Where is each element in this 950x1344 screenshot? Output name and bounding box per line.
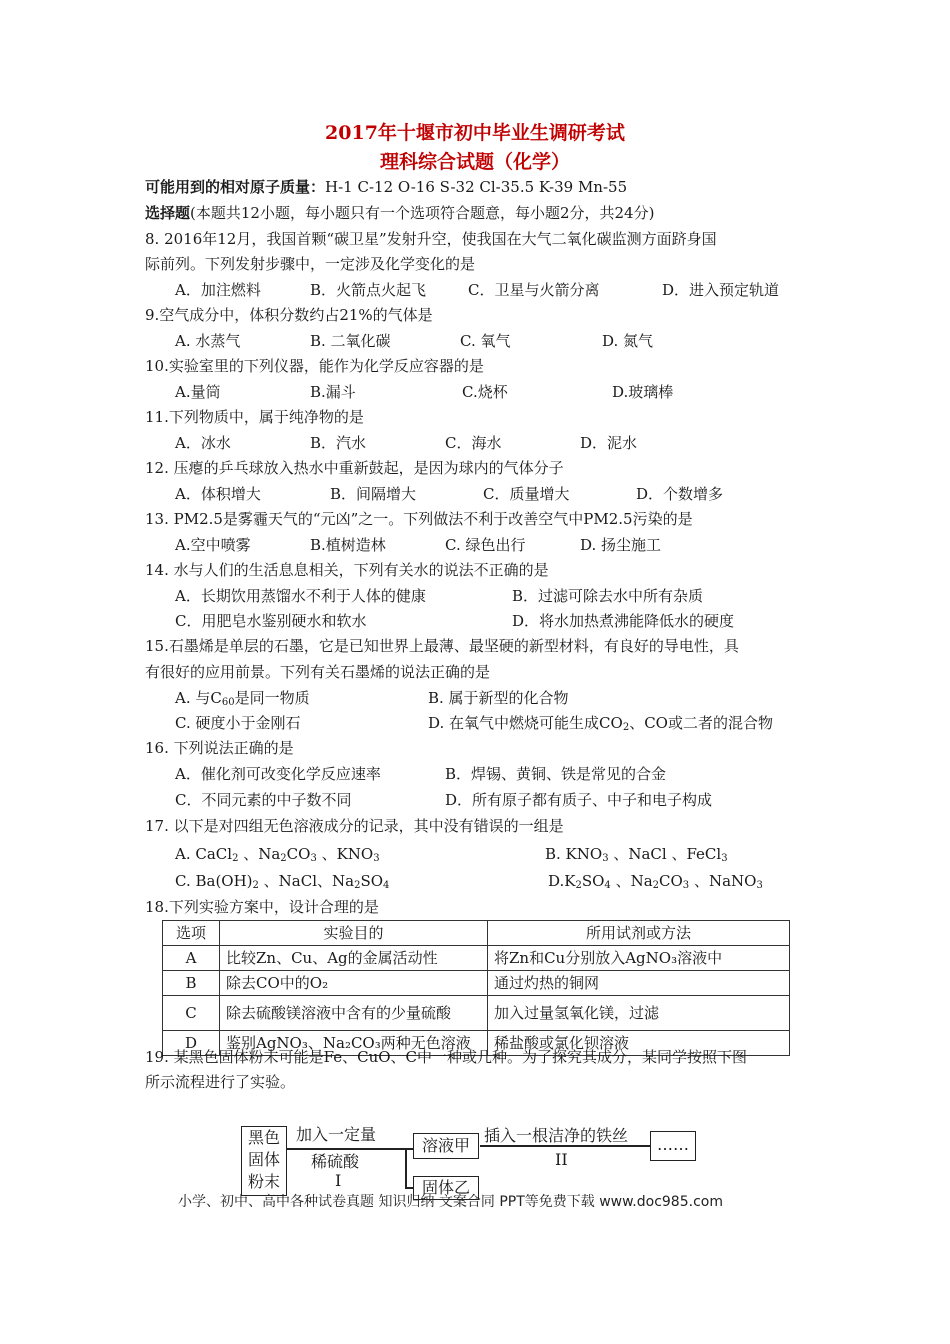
q12-option-d: D．个数增多: [636, 485, 724, 503]
q13-option-b: B.植树造林: [310, 536, 386, 554]
q16-option-b: B．焊锡、黄铜、铁是常见的合金: [445, 765, 667, 783]
q9-option-b: B. 二氧化碳: [310, 332, 391, 350]
q10-option-a: A.量筒: [175, 383, 221, 401]
q11-option-d: D．泥水: [580, 434, 638, 452]
table-cell: 鉴别AgNO₃、Na₂CO₃两种无色溶液: [220, 1031, 488, 1056]
table-cell: 将Zn和Cu分别放入AgNO₃溶液中: [488, 946, 790, 971]
flow-step1-top: 加入一定量: [296, 1125, 377, 1144]
section-heading: [145, 202, 654, 224]
q9-option-a: A. 水蒸气: [175, 332, 241, 350]
q12-stem: 12. 压瘪的乒乓球放入热水中重新鼓起，是因为球内的气体分子: [145, 459, 564, 477]
q13-option-c: C. 绿色出行: [445, 536, 526, 554]
q17-option-c: C. $Ba(OH)_2$ 、NaCl、$Na_2SO_4$: [175, 872, 390, 891]
q9-stem: 9.空气成分中，体积分数约占21%的气体是: [145, 306, 433, 324]
q12-option-a: A．体积增大: [175, 485, 261, 503]
q12-option-b: B．间隔增大: [330, 485, 417, 503]
flow-step2-num: II: [555, 1150, 568, 1169]
table-cell: 除去CO中的O₂: [220, 971, 488, 996]
table-header: 所用试剂或方法: [488, 921, 790, 946]
q8-option-d: D．进入预定轨道: [662, 281, 780, 299]
table-header: 实验目的: [220, 921, 488, 946]
q10-option-b: B.漏斗: [310, 383, 356, 401]
q9-option-d: D. 氮气: [602, 332, 654, 350]
page-subtitle: 理科综合试题（化学）: [379, 151, 570, 173]
table-header-row: [163, 921, 790, 946]
q14-option-a: A．长期饮用蒸馏水不利于人体的健康: [175, 587, 426, 605]
q8-stem-2: 际前列。下列发射步骤中，一定涉及化学变化的是: [145, 255, 476, 273]
table-cell: 除去硫酸镁溶液中含有的少量硫酸: [220, 996, 488, 1031]
q11-stem: 11.下列物质中，属于纯净物的是: [145, 408, 364, 426]
q15-option-b: B. 属于新型的化合物: [428, 689, 569, 707]
q15-option-d: D. 在氧气中燃烧可能生成$CO_2$、CO或二者的混合物: [428, 714, 773, 733]
section-note: (本题共12小题，每小题只有一个选项符合题意，每小题2分，共24分): [190, 204, 655, 222]
table-row: [163, 996, 790, 1031]
q8-option-c: C．卫星与火箭分离: [468, 281, 600, 299]
table-cell: A: [163, 946, 220, 971]
atomic-mass-line: [145, 176, 627, 198]
flow-solution-box: 溶液甲: [413, 1133, 479, 1159]
q8-option-a: A．加注燃料: [175, 281, 261, 299]
footer-text: 小学、初中、高中各种试卷真题 知识归纳 文案合同 PPT等免费下载 www.doc985.com: [178, 1194, 723, 1210]
q19-stem-1: 19. 某黑色固体粉末可能是Fe、CuO、C中一种或几种。为了探究其成分，某同学按照下图: [145, 1048, 748, 1066]
q10-option-c: C.烧杯: [462, 383, 508, 401]
q16-option-a: A．催化剂可改变化学反应速率: [175, 765, 381, 783]
q13-option-d: D. 扬尘施工: [580, 536, 662, 554]
q8-stem-1: 8. 2016年12月，我国首颗“碳卫星”发射升空，使我国在大气二氧化碳监测方面跻身国: [145, 230, 717, 248]
q15-stem-2: 有很好的应用前景。下列有关石墨烯的说法正确的是: [145, 663, 491, 681]
table-cell: D: [163, 1031, 220, 1056]
q19-stem-2: 所示流程进行了实验。: [145, 1073, 296, 1091]
q10-option-d: D.玻璃棒: [612, 383, 674, 401]
q15-option-c: C. 硬度小于金刚石: [175, 714, 301, 732]
q17-option-a: A. CaCl$_2$ 、$Na_2CO_3$ 、$KNO_3$: [175, 845, 380, 864]
atomic-mass-values: H-1 C-12 O-16 S-32 Cl-35.5 K-39 Mn-55: [325, 178, 628, 196]
table-cell: 通过灼热的铜网: [488, 971, 790, 996]
flow-step2: 插入一根洁净的铁丝: [484, 1126, 629, 1145]
q11-option-b: B．汽水: [310, 434, 367, 452]
table-row: [163, 946, 790, 971]
section-label: 选择题: [145, 204, 191, 222]
q16-option-d: D．所有原子都有质子、中子和电子构成: [445, 791, 713, 809]
flow-start-box: 黑色 固体 粉末: [241, 1126, 287, 1196]
table-cell: 稀盐酸或氯化钡溶液: [488, 1031, 790, 1056]
page-title: 2017年十堰市初中毕业生调研考试: [325, 122, 625, 144]
q12-option-c: C．质量增大: [483, 485, 570, 503]
flow-step1-num: I: [335, 1171, 342, 1190]
table-header: 选项: [163, 921, 220, 946]
q18-stem: 18.下列实验方案中，设计合理的是: [145, 898, 379, 916]
q8-option-b: B．火箭点火起飞: [310, 281, 427, 299]
q11-option-a: A．冰水: [175, 434, 231, 452]
q14-option-c: C．用肥皂水鉴别硬水和软水: [175, 612, 367, 630]
q13-option-a: A.空中喷雾: [175, 536, 251, 554]
q15-stem-1: 15.石墨烯是单层的石墨，它是已知世界上最薄、最坚硬的新型材料，有良好的导电性，具: [145, 637, 739, 655]
q16-option-c: C．不同元素的中子数不同: [175, 791, 352, 809]
flow-step1-bottom: 稀硫酸: [311, 1152, 360, 1171]
q18-table: [162, 920, 790, 1056]
q14-stem: 14. 水与人们的生活息息相关，下列有关水的说法不正确的是: [145, 561, 549, 579]
table-row: [163, 971, 790, 996]
q15-option-a: A. 与$C_{60}$是同一物质: [175, 689, 310, 708]
q14-option-b: B．过滤可除去水中所有杂质: [512, 587, 704, 605]
table-cell: B: [163, 971, 220, 996]
q13-stem: 13. PM2.5是雾霾天气的“元凶”之一。下列做法不利于改善空气中PM2.5污染的是: [145, 510, 693, 528]
q17-stem: 17. 以下是对四组无色溶液成分的记录，其中没有错误的一组是: [145, 817, 564, 835]
table-cell: C: [163, 996, 220, 1031]
q17-option-b: B. $KNO_3$ 、NaCl 、FeCl$_3$: [545, 845, 728, 864]
q11-option-c: C．海水: [445, 434, 502, 452]
table-cell: 比较Zn、Cu、Ag的金属活动性: [220, 946, 488, 971]
q10-stem: 10.实验室里的下列仪器，能作为化学反应容器的是: [145, 357, 484, 375]
atomic-mass-label: 可能用到的相对原子质量：: [145, 178, 326, 196]
flow-solid-box: 固体乙: [413, 1176, 479, 1200]
table-cell: 加入过量氢氧化镁，过滤: [488, 996, 790, 1031]
q9-option-c: C. 氧气: [460, 332, 511, 350]
flow-end-box: ……: [650, 1131, 696, 1161]
q14-option-d: D．将水加热煮沸能降低水的硬度: [512, 612, 735, 630]
q17-option-d: $D.K_2SO_4$ 、$Na_2CO_3$ 、NaNO$_3$: [548, 872, 763, 891]
flow-branch-line: [405, 1148, 407, 1188]
q16-stem: 16. 下列说法正确的是: [145, 739, 294, 757]
